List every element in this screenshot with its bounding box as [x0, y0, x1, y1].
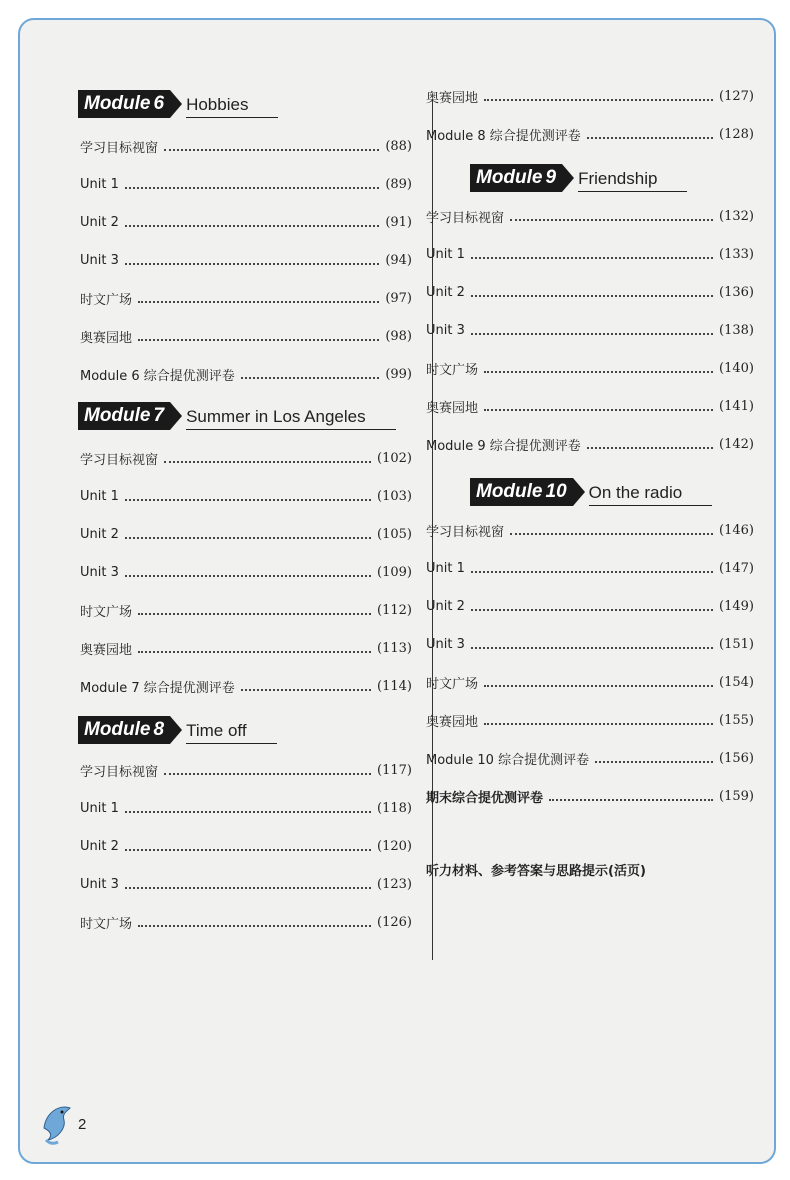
toc-entry-label: Module 6 综合提优测评卷: [80, 368, 235, 384]
toc-entry-label: 奥赛园地: [426, 714, 479, 730]
toc-entry-label: Unit 2: [80, 526, 119, 542]
leader-dots: [138, 339, 379, 341]
dolphin-icon: [40, 1098, 76, 1148]
toc-entry[interactable]: [426, 122, 754, 146]
toc-entry-page: (149): [719, 598, 754, 614]
leader-dots: [484, 723, 713, 725]
toc-entry[interactable]: [80, 362, 412, 386]
toc-entry-label: 学习目标视窗: [80, 452, 159, 468]
toc-entry-page: (159): [719, 788, 754, 804]
toc-entry-label: Unit 1: [80, 800, 119, 816]
toc-entry-page: (138): [719, 322, 754, 338]
toc-entry[interactable]: [426, 356, 754, 380]
toc-entry-label: Unit 2: [80, 838, 119, 854]
toc-entry-page: (142): [719, 436, 754, 452]
leader-dots: [241, 377, 380, 379]
toc-entry-label: Unit 3: [80, 564, 119, 580]
toc-entry-label: Unit 2: [426, 598, 465, 614]
toc-entry-page: (126): [377, 914, 412, 930]
toc-entry[interactable]: [80, 872, 412, 896]
toc-entry-page: (136): [719, 284, 754, 300]
toc-entry-label: 时文广场: [80, 292, 133, 308]
module-badge: [78, 716, 170, 744]
leader-dots: [125, 499, 371, 501]
toc-entry-label: Module 7 综合提优测评卷: [80, 680, 235, 696]
module-title: Friendship: [578, 169, 687, 192]
toc-entry-page: (103): [377, 488, 412, 504]
module-number: 6: [153, 93, 165, 114]
toc-entry-label: 奥赛园地: [80, 642, 133, 658]
leader-dots: [138, 613, 371, 615]
toc-entry[interactable]: [426, 784, 754, 808]
toc-entry[interactable]: [80, 674, 412, 698]
toc-entry[interactable]: [426, 280, 754, 304]
leader-dots: [471, 647, 713, 649]
module-heading: [78, 400, 396, 430]
module-title: Hobbies: [186, 95, 278, 118]
toc-entry-page: (128): [719, 126, 754, 142]
toc-entry-label: Unit 1: [80, 176, 119, 192]
toc-entry[interactable]: [80, 560, 412, 584]
leader-dots: [125, 811, 371, 813]
toc-entry-label: Unit 1: [426, 246, 465, 262]
toc-entry-page: (117): [377, 762, 412, 778]
leader-dots: [484, 409, 713, 411]
leader-dots: [125, 575, 371, 577]
toc-entry[interactable]: [80, 484, 412, 508]
module-badge-text: Module: [476, 481, 543, 502]
toc-entry-label: Unit 1: [426, 560, 465, 576]
toc-entry-page: (112): [377, 602, 412, 618]
toc-entry-page: (89): [385, 176, 412, 192]
toc-entry-label: 期末综合提优测评卷: [426, 790, 544, 806]
module-badge-text: Module: [84, 719, 151, 740]
toc-entry-page: (91): [385, 214, 412, 230]
leader-dots: [471, 571, 713, 573]
toc-entry-label: 学习目标视窗: [80, 140, 159, 156]
page-number: 2: [78, 1116, 87, 1133]
leader-dots: [125, 887, 371, 889]
module-badge: [470, 478, 573, 506]
module-number: 9: [545, 167, 557, 188]
toc-entry-page: (109): [377, 564, 412, 580]
toc-entry[interactable]: [426, 318, 754, 342]
module-heading: [470, 476, 712, 506]
toc-entry-label: 奥赛园地: [426, 400, 479, 416]
toc-entry-page: (88): [385, 138, 412, 154]
toc-entry-page: (98): [385, 328, 412, 344]
module-number: 7: [153, 405, 165, 426]
toc-entry-page: (113): [377, 640, 412, 656]
module-title: Summer in Los Angeles: [186, 407, 396, 430]
toc-entry[interactable]: [426, 556, 754, 580]
toc-entry-label: Module 8 综合提优测评卷: [426, 128, 581, 144]
toc-entry-page: (133): [719, 246, 754, 262]
leader-dots: [471, 257, 713, 259]
toc-entry-label: 时文广场: [80, 916, 133, 932]
leader-dots: [549, 799, 713, 801]
leader-dots: [471, 609, 713, 611]
leader-dots: [484, 99, 713, 101]
toc-entry-label: 时文广场: [426, 362, 479, 378]
toc-entry-page: (140): [719, 360, 754, 376]
toc-entry-label: 奥赛园地: [80, 330, 133, 346]
leader-dots: [471, 333, 713, 335]
leader-dots: [595, 761, 713, 763]
toc-entry-page: (118): [377, 800, 412, 816]
toc-entry[interactable]: [80, 210, 412, 234]
toc-entry-label: Module 9 综合提优测评卷: [426, 438, 581, 454]
module-badge-text: Module: [84, 93, 151, 114]
leader-dots: [138, 301, 379, 303]
toc-entry-label: 时文广场: [80, 604, 133, 620]
module-number: 10: [545, 481, 567, 502]
toc-entry[interactable]: [426, 204, 754, 228]
toc-entry-page: (132): [719, 208, 754, 224]
toc-entry[interactable]: [426, 632, 754, 656]
leader-dots: [471, 295, 713, 297]
leader-dots: [125, 263, 379, 265]
toc-entry-label: 学习目标视窗: [426, 210, 505, 226]
toc-entry-page: (102): [377, 450, 412, 466]
leader-dots: [125, 187, 379, 189]
toc-entry-page: (127): [719, 88, 754, 104]
toc-entry[interactable]: [80, 286, 412, 310]
module-number: 8: [153, 719, 165, 740]
toc-entry[interactable]: [426, 84, 754, 108]
toc-entry-label: Unit 3: [426, 636, 465, 652]
leader-dots: [164, 149, 379, 151]
toc-entry[interactable]: [80, 834, 412, 858]
appendix-entry[interactable]: 听力材料、参考答案与思路提示(活页): [426, 864, 646, 879]
toc-entry[interactable]: [426, 670, 754, 694]
toc-entry-page: (141): [719, 398, 754, 414]
leader-dots: [587, 447, 713, 449]
toc-entry-page: (120): [377, 838, 412, 854]
leader-dots: [125, 849, 371, 851]
toc-entry[interactable]: [80, 636, 412, 660]
toc-entry-page: (154): [719, 674, 754, 690]
toc-entry[interactable]: [80, 910, 412, 934]
module-badge: [78, 402, 170, 430]
toc-entry-page: (147): [719, 560, 754, 576]
toc-entry[interactable]: [426, 746, 754, 770]
toc-entry-page: (156): [719, 750, 754, 766]
leader-dots: [138, 651, 371, 653]
leader-dots: [164, 773, 371, 775]
toc-entry-page: (114): [377, 678, 412, 694]
toc-entry[interactable]: [426, 594, 754, 618]
toc-entry[interactable]: [80, 522, 412, 546]
toc-entry-page: (123): [377, 876, 412, 892]
toc-entry[interactable]: [426, 518, 754, 542]
toc-entry[interactable]: [80, 134, 412, 158]
leader-dots: [484, 371, 713, 373]
toc-entry[interactable]: [80, 758, 412, 782]
toc-entry-label: Unit 2: [80, 214, 119, 230]
leader-dots: [587, 137, 713, 139]
toc-entry[interactable]: [80, 324, 412, 348]
toc-entry-page: (94): [385, 252, 412, 268]
toc-entry-label: Unit 3: [80, 876, 119, 892]
toc-entry-page: (99): [385, 366, 412, 382]
toc-entry[interactable]: [426, 432, 754, 456]
toc-entry-label: 奥赛园地: [426, 90, 479, 106]
toc-entry-label: Unit 3: [80, 252, 119, 268]
leader-dots: [125, 225, 379, 227]
module-badge: [470, 164, 562, 192]
toc-entry-label: Unit 3: [426, 322, 465, 338]
toc-entry-page: (155): [719, 712, 754, 728]
module-title: Time off: [186, 721, 276, 744]
toc-entry-label: Unit 1: [80, 488, 119, 504]
toc-entry-page: (105): [377, 526, 412, 542]
module-badge-text: Module: [84, 405, 151, 426]
leader-dots: [510, 219, 713, 221]
module-title: On the radio: [589, 483, 713, 506]
toc-entry[interactable]: [426, 394, 754, 418]
module-badge-text: Module: [476, 167, 543, 188]
toc-entry[interactable]: [80, 796, 412, 820]
toc-entry-label: 时文广场: [426, 676, 479, 692]
toc-entry[interactable]: [80, 598, 412, 622]
leader-dots: [164, 461, 371, 463]
toc-entry-label: Module 10 综合提优测评卷: [426, 752, 590, 768]
module-heading: [78, 88, 278, 118]
leader-dots: [138, 925, 371, 927]
toc-entry[interactable]: [80, 248, 412, 272]
leader-dots: [510, 533, 713, 535]
toc-entry-page: (97): [385, 290, 412, 306]
toc-entry-page: (151): [719, 636, 754, 652]
toc-entry[interactable]: [426, 708, 754, 732]
module-heading: [78, 714, 277, 744]
module-badge: [78, 90, 170, 118]
toc-entry-label: 学习目标视窗: [80, 764, 159, 780]
toc-entry[interactable]: [80, 172, 412, 196]
leader-dots: [484, 685, 713, 687]
toc-entry-label: Unit 2: [426, 284, 465, 300]
toc-entry-page: (146): [719, 522, 754, 538]
leader-dots: [241, 689, 371, 691]
leader-dots: [125, 537, 371, 539]
module-heading: [470, 162, 687, 192]
toc-entry-label: 学习目标视窗: [426, 524, 505, 540]
toc-entry[interactable]: [426, 242, 754, 266]
toc-entry[interactable]: [80, 446, 412, 470]
